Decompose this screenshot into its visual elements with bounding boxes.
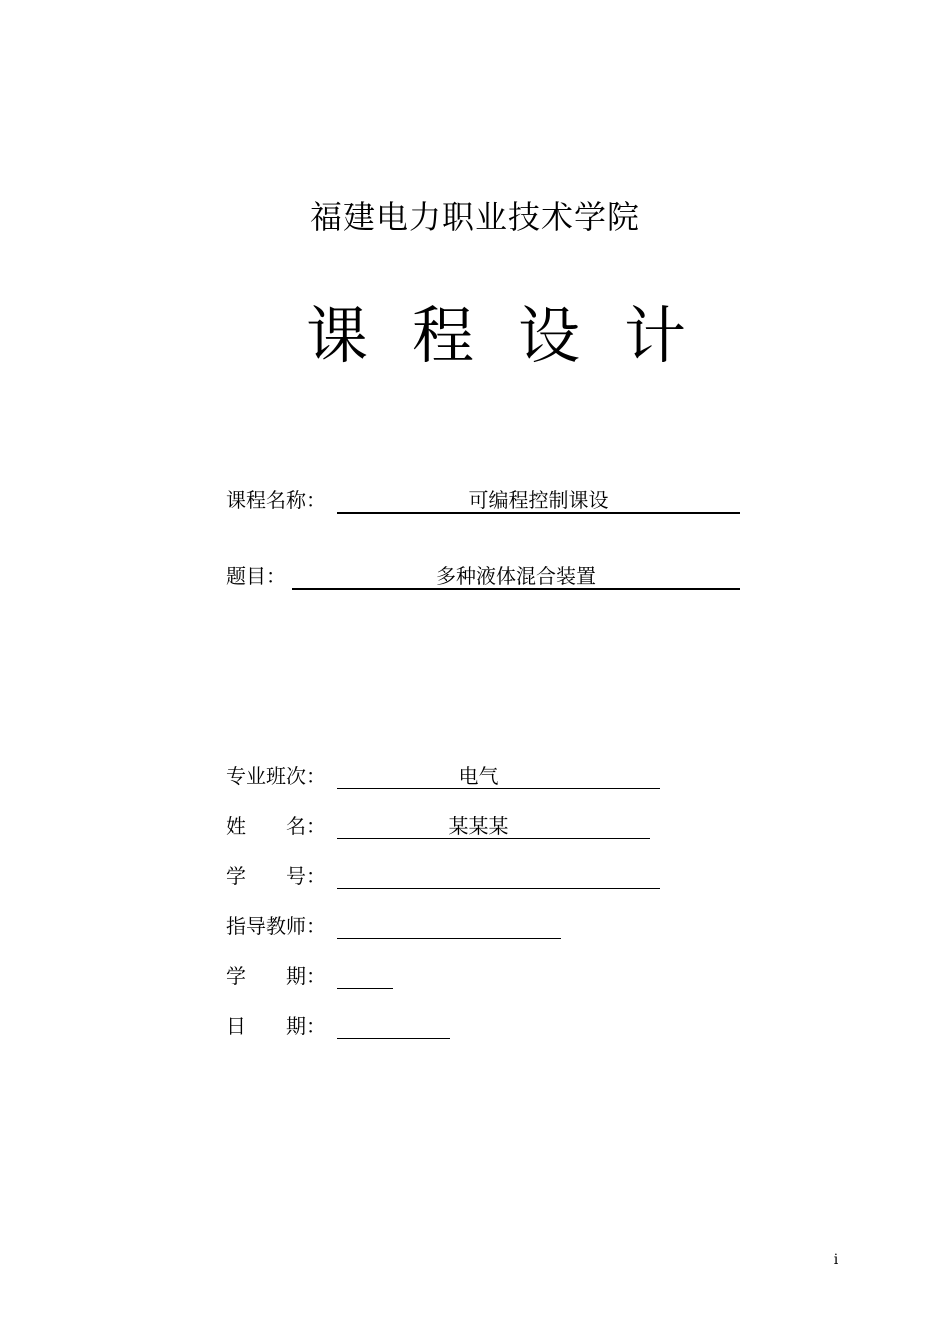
student-name-field xyxy=(226,810,666,842)
course-name-line[interactable] xyxy=(337,484,740,514)
student-name-label: 姓 名 ： xyxy=(226,814,326,838)
major-value: 电气 xyxy=(458,764,499,788)
semester-line[interactable] xyxy=(337,960,393,989)
title-char: 设 xyxy=(517,299,580,372)
topic-label: 题目： xyxy=(226,564,286,588)
student-name-line[interactable] xyxy=(337,810,650,839)
advisor-line[interactable] xyxy=(337,910,561,939)
date-line[interactable] xyxy=(337,1010,450,1039)
course-name-field xyxy=(226,484,746,516)
school-name: 福建电力职业技术学院 xyxy=(309,198,640,236)
major-line[interactable] xyxy=(337,760,660,789)
title-char: 程 xyxy=(411,299,474,372)
student-id-field xyxy=(226,860,666,892)
major-label: 专业班次： xyxy=(226,764,326,788)
student-id-label: 学 号 ： xyxy=(226,864,326,888)
title-char: 计 xyxy=(623,299,686,372)
topic-value: 多种液体混合装置 xyxy=(436,564,596,588)
page-number: i xyxy=(833,1252,839,1268)
topic-line[interactable] xyxy=(292,560,740,590)
student-id-line[interactable] xyxy=(337,860,660,889)
semester-label: 学 期 ： xyxy=(226,964,326,988)
date-field xyxy=(226,1010,666,1042)
course-name-label: 课程名称： xyxy=(226,488,326,512)
course-name-value: 可编程控制课设 xyxy=(468,488,609,512)
major-field xyxy=(226,760,666,792)
advisor-label: 指导教师： xyxy=(226,914,326,938)
student-name-value: 某某某 xyxy=(448,814,509,838)
topic-field xyxy=(226,560,746,592)
advisor-field xyxy=(226,910,666,942)
title-char: 课 xyxy=(306,299,369,372)
document-title xyxy=(306,296,686,376)
date-label: 日 期 ： xyxy=(226,1014,326,1038)
semester-field xyxy=(226,960,666,992)
